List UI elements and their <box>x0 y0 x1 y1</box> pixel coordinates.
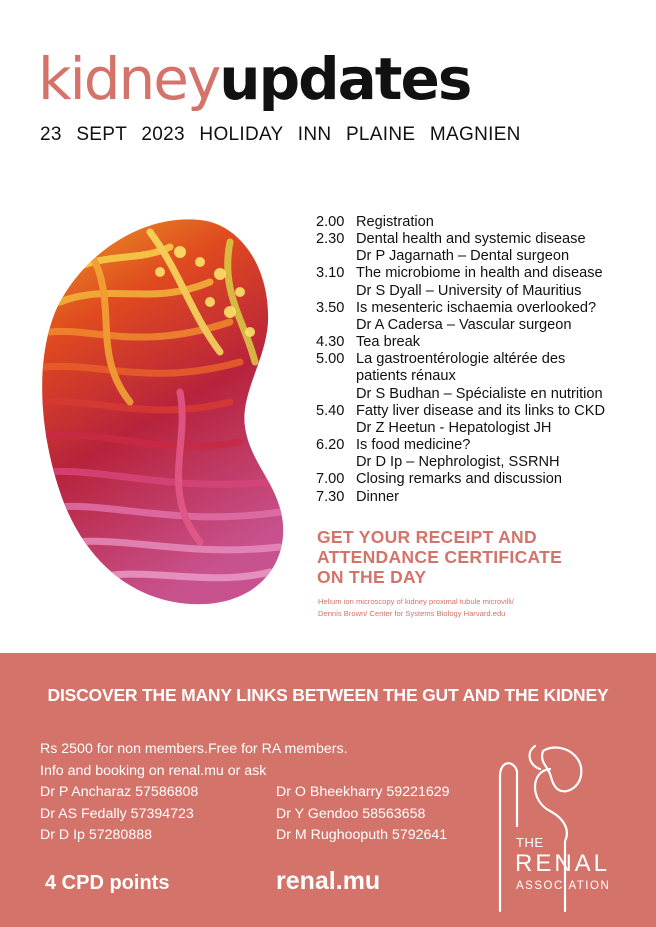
cpd-points: 4 CPD points <box>45 872 170 894</box>
microscopy-image <box>30 212 306 612</box>
website-link[interactable]: renal.mu <box>276 867 381 895</box>
logo-the: THE <box>516 835 544 850</box>
logo-renal: RENAL <box>515 850 611 877</box>
fee-info: Rs 2500 for non members.Free for RA members. Info and booking on renal.mu or ask <box>40 741 348 779</box>
contact-item: Dr Y Gendoo 58563658 <box>276 805 426 822</box>
contact-item: Dr P Ancharaz 57586808 <box>40 784 199 800</box>
schedule-item: 6.20 Is food medicine? Dr D Ip – Nephrologist, SSRNH <box>316 437 560 471</box>
schedule-item: 7.30 Dinner <box>316 488 399 505</box>
schedule-item: 4.30 Tea break <box>316 334 421 351</box>
contact-item: Dr O Bheekharry 59221629 <box>276 784 450 800</box>
schedule-item: 2.00 Registration <box>316 214 434 230</box>
schedule-item: 3.50 Is mesenteric ischaemia overlooked? Dr A Cadersa – Vascular surgeon <box>316 299 597 333</box>
footer-headline: DISCOVER THE MANY LINKS BETWEEN THE GUT AND THE KIDNEY <box>47 685 609 705</box>
contact-item: Dr D Ip 57280888 <box>40 827 152 843</box>
contacts-right <box>276 782 450 847</box>
contacts-left <box>40 782 198 847</box>
title-updates: updates <box>219 45 471 113</box>
title-kidney: kidney <box>38 45 220 113</box>
schedule-item: 7.00 Closing remarks and discussion <box>316 471 563 488</box>
schedule-item: 5.40 Fatty liver disease and its links to CKD Dr Z Heetun - Hepatologist JH <box>316 402 605 436</box>
image-credit: Helium ion microscopy of kidney proximal tubule microvilli/ Dennis Brown/ Center for Systems Biology Harvard.edu <box>318 597 514 618</box>
certificate-notice: GET YOUR RECEIPT AND ATTENDANCE CERTIFICATE ON THE DAY <box>317 527 563 587</box>
event-date-venue: 23 SEPT 2023 HOLIDAY INN PLAINE MAGNIEN <box>40 124 521 145</box>
schedule-item: 2.30 Dental health and systemic disease Dr P Jagarnath – Dental surgeon <box>316 231 586 265</box>
programme-schedule <box>316 214 646 506</box>
event-title <box>38 44 470 118</box>
logo-association: ASSOCIATION <box>516 880 611 892</box>
schedule-item: 3.10 The microbiome in health and disease Dr S Dyall – University of Mauritius <box>316 265 603 299</box>
schedule-item: 5.00 La gastroentérologie altérée des patients rénaux Dr S Budhan – Spécialiste en nutrition <box>316 351 603 402</box>
contact-item: Dr AS Fedally 57394723 <box>40 805 194 822</box>
contact-item: Dr M Rughooputh 5792641 <box>276 827 448 843</box>
footer-panel <box>0 653 656 927</box>
